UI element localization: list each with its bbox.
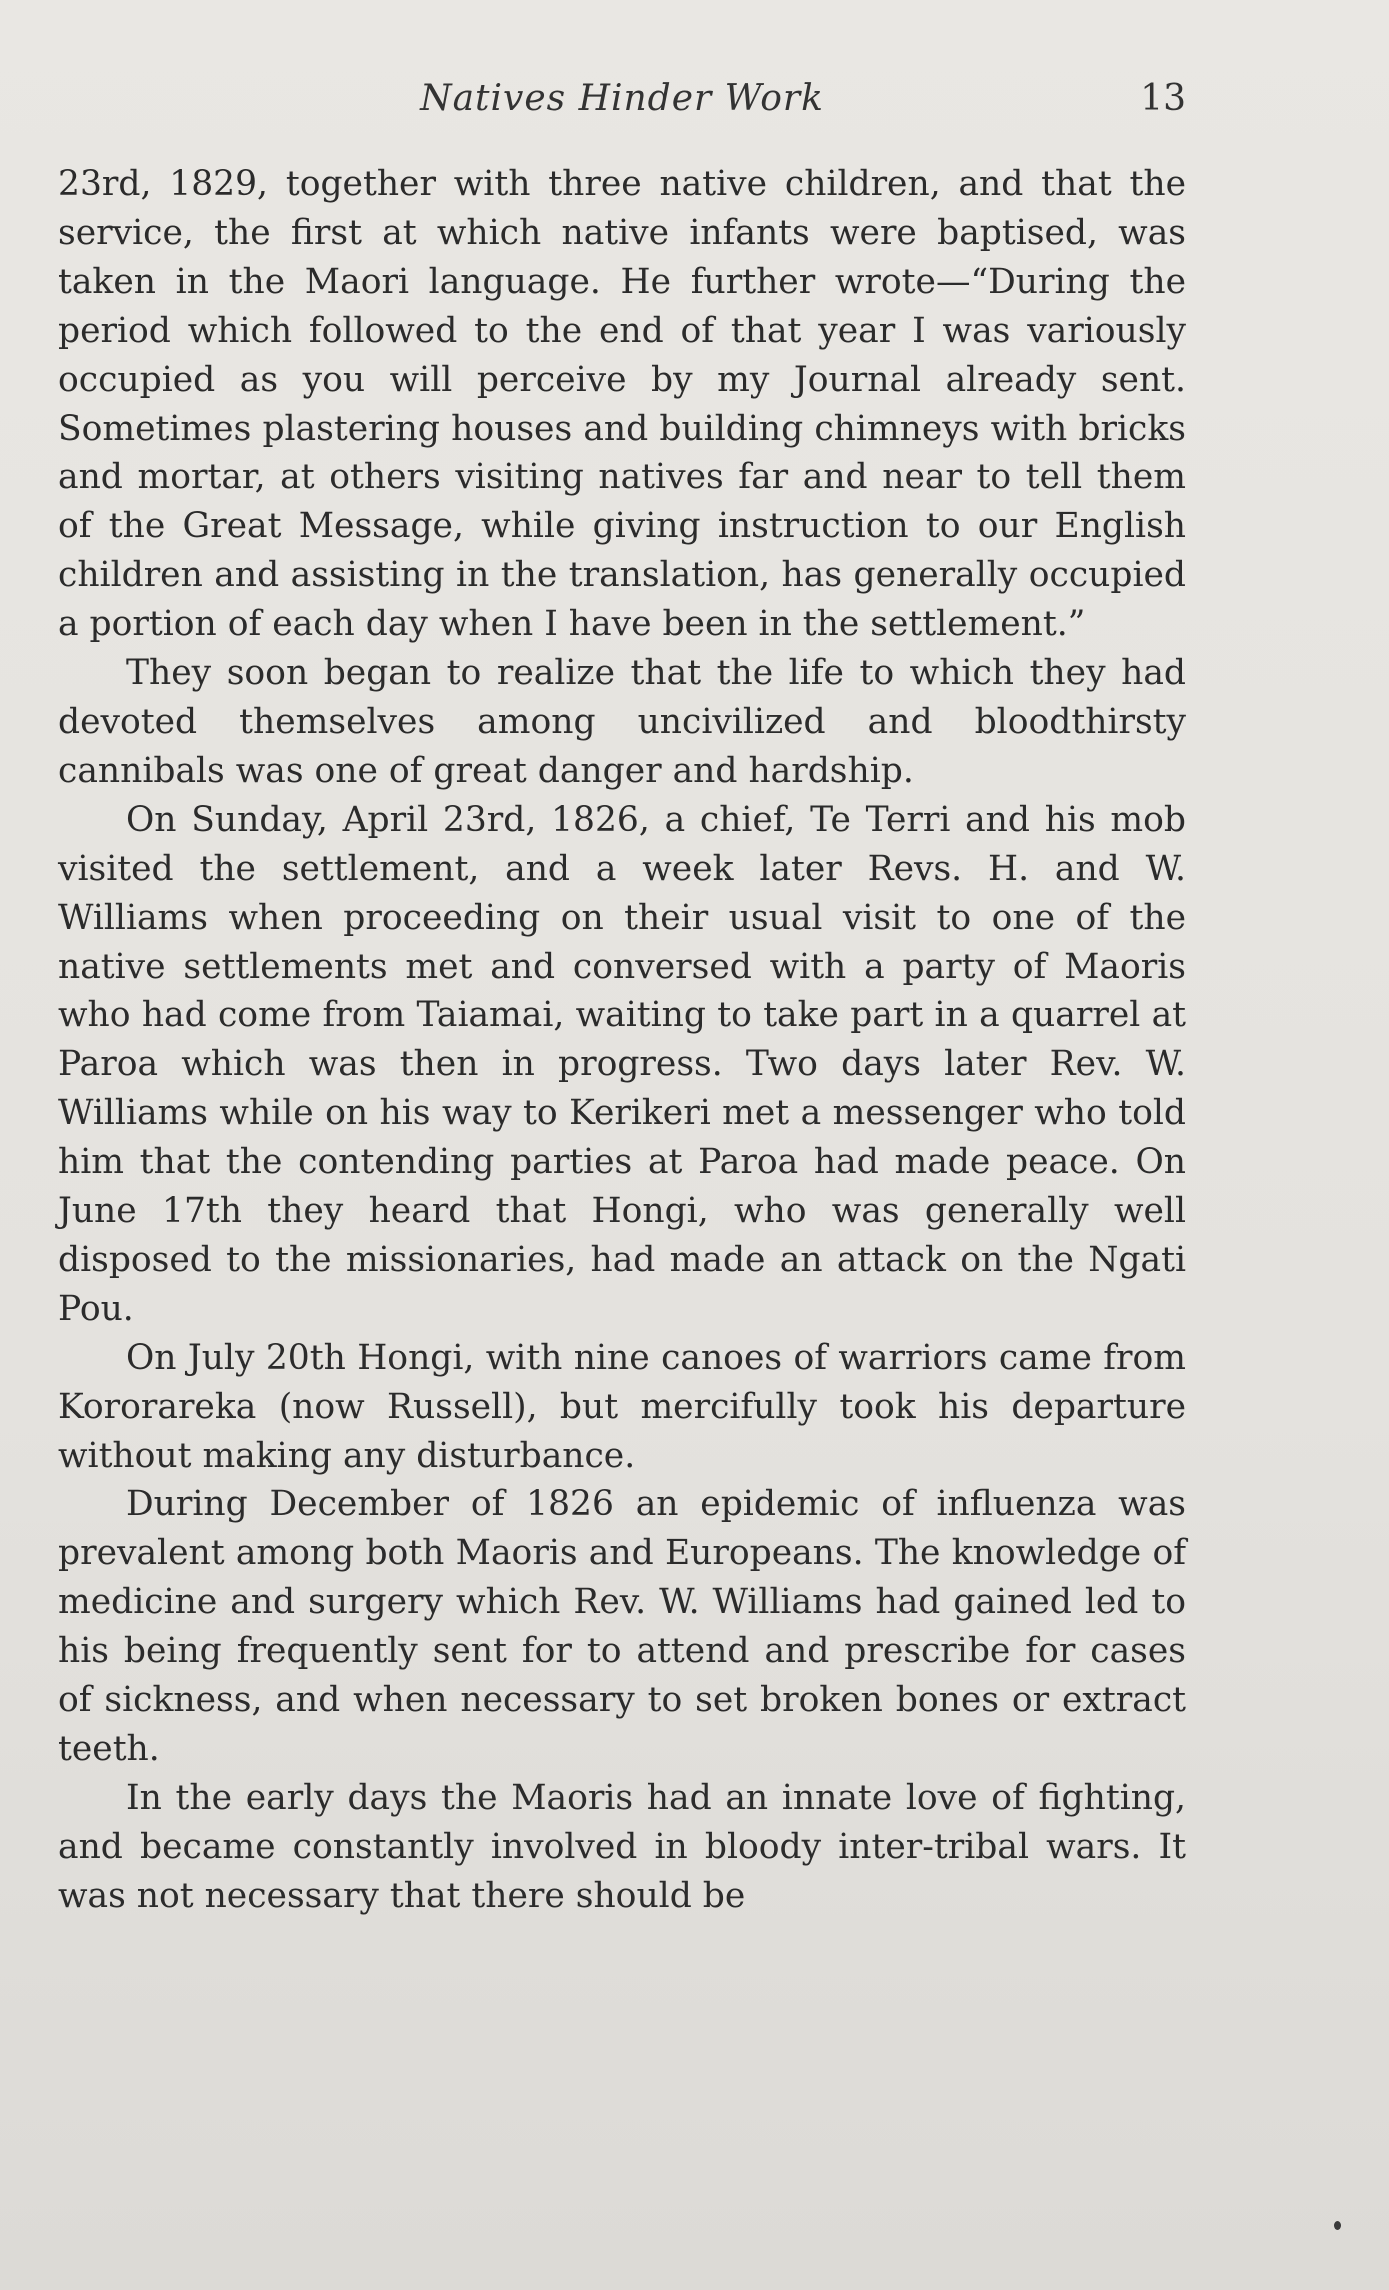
ink-speck <box>1334 2221 1341 2230</box>
paragraph: On July 20th Hongi, with nine canoes of warriors came from Kororareka (now Russell), but mercifully took his departure without making any disturbance. <box>58 1337 1186 1476</box>
paragraph: On Sunday, April 23rd, 1826, a chief, Te Terri and his mob visited the settlement, and a week later Revs. H. and W. Williams when proceeding on their usual visit to one of the native settlements met and conversed with a party of Maoris who had come from Taiamai, waiting to take part in a quarrel at Paroa which was then in progress. Two days later Rev. W. Williams while on his way to Kerikeri met a messenger who told him that the contending parties at Paroa had made peace. On June 17th they heard that Hongi, who was generally well disposed to the missionaries, had made an attack on the Ngati Pou. <box>58 799 1186 1329</box>
body-text <box>58 160 1186 1921</box>
running-head <box>58 78 1186 128</box>
running-title: Natives Hinder Work <box>420 78 824 119</box>
paragraph-continued: 23rd, 1829, together with three native children, and that the service, the first at which native infants were baptised, was taken in the Maori language. He further wrote—“During the period which followed to the end of that year I was variously occupied as you will perceive by my Journal already sent. Sometimes plastering houses and building chimneys with bricks and mortar, at others visiting natives far and near to tell them of the Great Message, while giving instruction to our English children and assisting in the translation, has generally occupied a portion of each day when I have been in the settlement.” <box>58 164 1186 645</box>
paragraph: During December of 1826 an epidemic of influenza was prevalent among both Maoris and Europeans. The knowledge of medicine and surgery which Rev. W. Williams had gained led to his being frequently sent for to attend and prescribe for cases of sickness, and when necessary to set broken bones or extract teeth. <box>58 1484 1186 1769</box>
paragraph: They soon began to realize that the life to which they had devoted themselves among uncivilized and bloodthirsty cannibals was one of great danger and hardship. <box>58 653 1186 791</box>
paragraph: In the early days the Maoris had an innate love of fighting, and became constantly involved in bloody inter-tribal wars. It was not necessary that there should be <box>58 1777 1186 1916</box>
page-number: 13 <box>1140 78 1186 119</box>
